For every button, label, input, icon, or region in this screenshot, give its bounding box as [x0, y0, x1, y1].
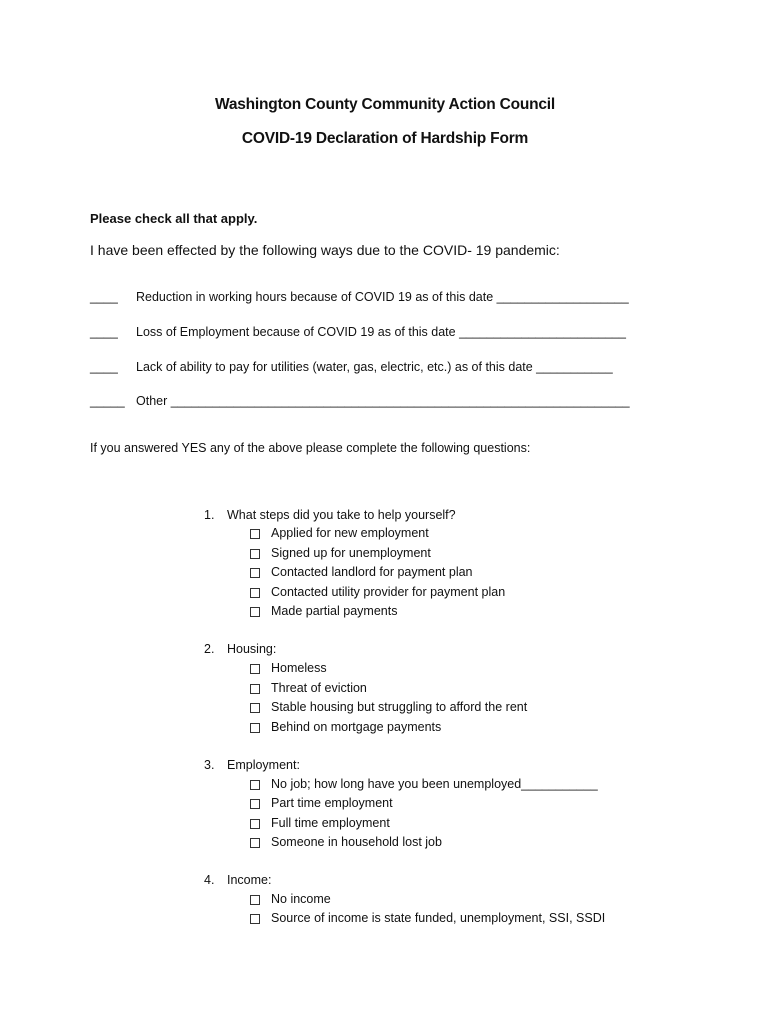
- checkbox-contacted-landlord[interactable]: [250, 568, 260, 578]
- hardship-blank-4[interactable]: _____: [90, 394, 125, 408]
- checkbox-no-job[interactable]: [250, 780, 260, 790]
- option-partial-payments: Made partial payments: [271, 604, 398, 618]
- hardship-other: Other __________________________________________________________________: [136, 394, 630, 408]
- checkbox-household-lost-job[interactable]: [250, 838, 260, 848]
- hardship-blank-1[interactable]: ____: [90, 290, 118, 304]
- checkbox-partial-payments[interactable]: [250, 607, 260, 617]
- checkbox-behind-mortgage[interactable]: [250, 723, 260, 733]
- option-state-funded-income: Source of income is state funded, unemployment, SSI, SSDI: [271, 911, 606, 925]
- checkbox-part-time[interactable]: [250, 799, 260, 809]
- check-all-instruction: Please check all that apply.: [90, 211, 258, 226]
- question-2-number: 2.: [204, 642, 215, 656]
- option-part-time: Part time employment: [271, 796, 393, 810]
- option-homeless: Homeless: [271, 661, 327, 675]
- option-signed-unemployment: Signed up for unemployment: [271, 546, 431, 560]
- checkbox-stable-housing[interactable]: [250, 703, 260, 713]
- checkbox-signed-unemployment[interactable]: [250, 549, 260, 559]
- question-1-label: What steps did you take to help yourself?: [227, 508, 456, 522]
- option-contacted-landlord: Contacted landlord for payment plan: [271, 565, 473, 579]
- option-no-income: No income: [271, 892, 331, 906]
- question-1-number: 1.: [204, 508, 215, 522]
- option-full-time: Full time employment: [271, 816, 390, 830]
- followup-prompt: If you answered YES any of the above please complete the following questions:: [90, 441, 531, 455]
- hardship-loss-employment: Loss of Employment because of COVID 19 as of this date ________________________: [136, 325, 626, 339]
- impact-statement: I have been effected by the following ways due to the COVID- 19 pandemic:: [90, 242, 560, 258]
- checkbox-contacted-utility[interactable]: [250, 588, 260, 598]
- question-4-number: 4.: [204, 873, 215, 887]
- hardship-blank-2[interactable]: ____: [90, 325, 118, 339]
- checkbox-homeless[interactable]: [250, 664, 260, 674]
- option-applied-employment: Applied for new employment: [271, 526, 429, 540]
- hardship-utilities: Lack of ability to pay for utilities (water, gas, electric, etc.) as of this date ___________: [136, 360, 613, 374]
- checkbox-threat-eviction[interactable]: [250, 684, 260, 694]
- question-4-label: Income:: [227, 873, 272, 887]
- hardship-reduction-hours: Reduction in working hours because of COVID 19 as of this date ___________________: [136, 290, 629, 304]
- option-behind-mortgage: Behind on mortgage payments: [271, 720, 442, 734]
- organization-title: Washington County Community Action Council: [214, 96, 556, 113]
- question-2-label: Housing:: [227, 642, 277, 656]
- question-3-label: Employment:: [227, 758, 300, 772]
- option-no-job: No job; how long have you been unemployed___________: [271, 777, 598, 791]
- option-contacted-utility: Contacted utility provider for payment plan: [271, 585, 506, 599]
- checkbox-state-funded-income[interactable]: [250, 914, 260, 924]
- option-stable-housing: Stable housing but struggling to afford the rent: [271, 700, 528, 714]
- option-threat-eviction: Threat of eviction: [271, 681, 367, 695]
- question-3-number: 3.: [204, 758, 215, 772]
- form-title: COVID-19 Declaration of Hardship Form: [241, 130, 529, 147]
- checkbox-full-time[interactable]: [250, 819, 260, 829]
- checkbox-no-income[interactable]: [250, 895, 260, 905]
- hardship-blank-3[interactable]: ____: [90, 360, 118, 374]
- option-household-lost-job: Someone in household lost job: [271, 835, 442, 849]
- checkbox-applied-employment[interactable]: [250, 529, 260, 539]
